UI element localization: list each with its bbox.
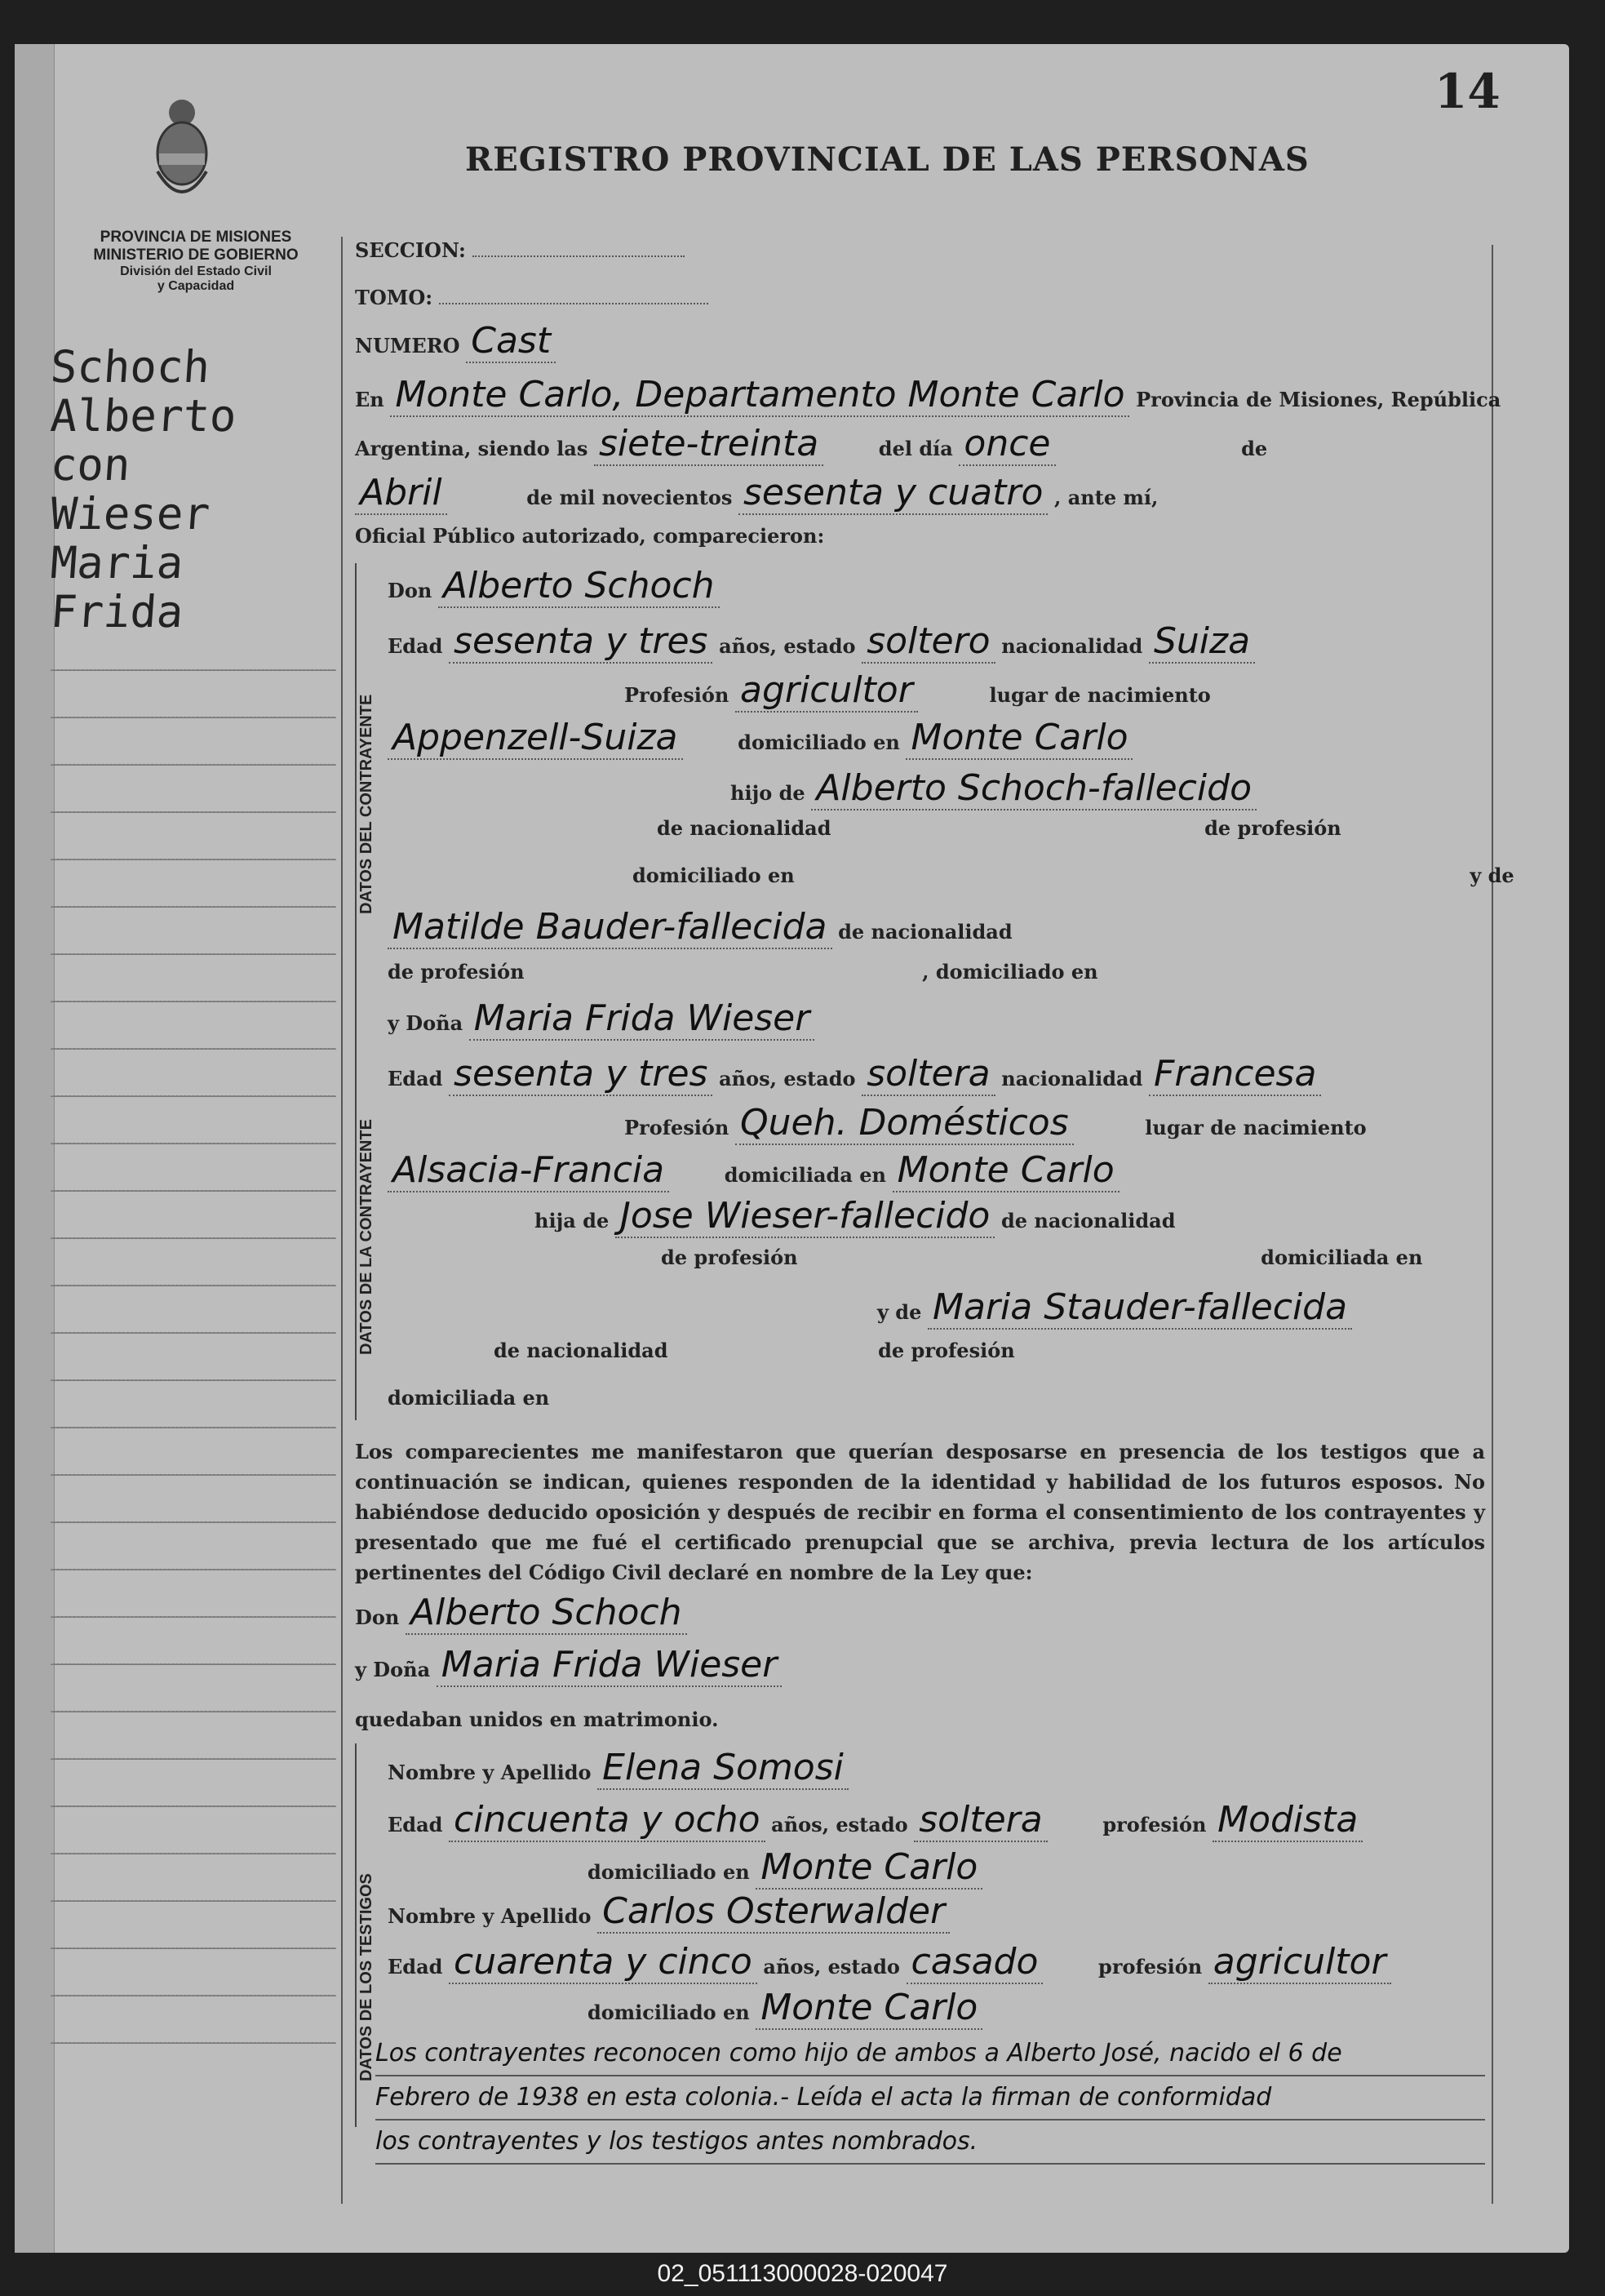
estado-value: soltera xyxy=(914,1799,1047,1842)
union-dona-row xyxy=(355,1644,782,1685)
ante-text: , ante mí, xyxy=(1054,486,1159,509)
contrayente-madre-prof-row xyxy=(388,960,1098,984)
edad-label: Edad xyxy=(388,1813,443,1836)
margin-annotation xyxy=(48,341,344,637)
domicilio-value: Monte Carlo xyxy=(756,1987,982,2030)
form-border-right xyxy=(1492,245,1493,2204)
form-border-left xyxy=(341,237,343,2204)
seccion-label: SECCION: xyxy=(355,238,466,262)
margin-name: Wieser xyxy=(48,488,212,540)
margin-name: con xyxy=(48,439,132,491)
tomo-label: TOMO: xyxy=(355,286,433,309)
dona-label: y Doña xyxy=(355,1658,431,1681)
profesion-label: Profesión xyxy=(624,1116,729,1139)
profesion-label: Profesión xyxy=(624,683,729,707)
contrayente-madre-nac-row xyxy=(388,1339,1015,1362)
contrayente-padre-row xyxy=(388,1195,1175,1237)
page-binding xyxy=(15,44,55,2253)
estado-value: casado xyxy=(907,1941,1044,1984)
edad-value: cuarenta y cinco xyxy=(449,1941,757,1984)
de-label: de xyxy=(1241,437,1268,460)
contrayente-padre-nac-row xyxy=(388,816,1341,840)
profesion-label: de profesión xyxy=(661,1246,798,1269)
y-de-label: y de xyxy=(877,1300,922,1324)
domiciliado-label: domiciliado en xyxy=(587,2001,750,2024)
edad-label: Edad xyxy=(388,1955,443,1978)
testigos-section-label: DATOS DE LOS TESTIGOS xyxy=(357,1873,375,2081)
nacionalidad-label: nacionalidad xyxy=(1001,1067,1143,1090)
domicilio-value: Monte Carlo xyxy=(756,1846,982,1890)
padre-value: Alberto Schoch-fallecido xyxy=(811,767,1257,810)
nombre-label: Nombre y Apellido xyxy=(388,1904,592,1928)
nacionalidad-value: Suiza xyxy=(1149,620,1255,664)
edad-label: Edad xyxy=(388,1067,443,1090)
estado-label: años, estado xyxy=(771,1813,908,1836)
domiciliada-label: domiciliada en xyxy=(388,1386,550,1410)
lugar-nacimiento-value: Alsacia-Francia xyxy=(388,1149,669,1192)
page-title: REGISTRO PROVINCIAL DE LAS PERSONAS xyxy=(465,140,1310,179)
testigo1-edad-row xyxy=(388,1799,1363,1841)
contrayente-lugar-row xyxy=(388,717,1133,758)
numero-value: Cast xyxy=(466,320,556,363)
seccion-row xyxy=(355,238,685,262)
domiciliada-label: domiciliada en xyxy=(724,1163,886,1187)
lugar-row xyxy=(355,374,1501,415)
estado-label: años, estado xyxy=(719,1067,856,1090)
anio-row xyxy=(355,472,1158,513)
domiciliado-label: domiciliado en xyxy=(632,864,795,887)
margin-name: Schoch xyxy=(48,341,212,393)
nacionalidad-label: de nacionalidad xyxy=(838,920,1013,944)
dia-value: once xyxy=(959,423,1055,466)
contrayente-profesion-row xyxy=(388,1102,1367,1144)
note-line: los contrayentes y los testigos antes nombrados. xyxy=(375,2121,1485,2165)
union-closing: quedaban unidos en matrimonio. xyxy=(355,1708,719,1731)
mes-value: Abril xyxy=(355,472,447,515)
contrayente-name-row xyxy=(388,997,814,1039)
contrayente-padre-dom-row xyxy=(388,864,1514,887)
coat-of-arms-icon xyxy=(151,90,213,212)
estado-value: soltero xyxy=(862,620,995,664)
del-dia-label: del día xyxy=(878,437,953,460)
domicilio-value: Monte Carlo xyxy=(906,717,1133,760)
contrayente-madre-row xyxy=(388,906,1013,948)
contrayente-padre-prof-row xyxy=(388,1246,1422,1269)
numero-label: NUMERO xyxy=(355,334,460,358)
argentina-text: Argentina, siendo las xyxy=(355,437,588,460)
nacionalidad-value: Francesa xyxy=(1149,1053,1321,1096)
nacionalidad-label: de nacionalidad xyxy=(657,816,831,840)
edad-value: cincuenta y ocho xyxy=(449,1799,765,1842)
profesion-value: agricultor xyxy=(1208,1941,1391,1984)
authority-line: MINISTERIO DE GOBIERNO xyxy=(93,246,299,264)
estado-label: años, estado xyxy=(719,634,856,658)
profesion-value: agricultor xyxy=(735,669,918,713)
domiciliado-label: , domiciliado en xyxy=(922,960,1098,984)
padre-value: Jose Wieser-fallecido xyxy=(615,1195,995,1238)
edad-value: sesenta y tres xyxy=(449,1053,712,1096)
oficial-text: Oficial Público autorizado, comparecieron: xyxy=(355,524,825,548)
don-label: Don xyxy=(388,579,432,602)
domiciliado-label: domiciliado en xyxy=(738,731,900,754)
hora-row xyxy=(355,423,1267,464)
lugar-nacimiento-label: lugar de nacimiento xyxy=(1145,1116,1367,1139)
profesion-label: de profesión xyxy=(1204,816,1341,840)
dona-label: y Doña xyxy=(388,1011,463,1035)
margin-name: Maria xyxy=(48,537,185,588)
handwritten-note xyxy=(375,2032,1485,2165)
contrayente-madre-dom-row xyxy=(388,1386,549,1410)
testigo1-name: Elena Somosi xyxy=(597,1747,849,1790)
anio-text: de mil novecientos xyxy=(526,486,733,509)
issuing-authority xyxy=(57,229,335,294)
contrayente-name-row xyxy=(388,565,720,606)
edad-value: sesenta y tres xyxy=(449,620,712,664)
numero-row xyxy=(355,320,556,362)
anio-value: sesenta y cuatro xyxy=(738,472,1048,515)
y-de-label: y de xyxy=(1470,864,1514,887)
testigo2-edad-row xyxy=(388,1941,1391,1983)
margin-ruled-lines xyxy=(51,669,336,2089)
margin-name: Alberto xyxy=(48,390,238,442)
testigo2-dom-row xyxy=(388,1987,982,2028)
estado-value: soltera xyxy=(862,1053,995,1096)
domiciliada-label: domiciliada en xyxy=(1261,1246,1423,1269)
contrayente-lugar-row xyxy=(388,1149,1120,1191)
profesion-value: Queh. Domésticos xyxy=(735,1102,1074,1145)
nacionalidad-label: de nacionalidad xyxy=(1000,1209,1176,1232)
contrayente-section-label: DATOS DEL CONTRAYENTE xyxy=(357,694,375,914)
hija-label: hija de xyxy=(534,1209,610,1232)
union-don-name: Alberto Schoch xyxy=(406,1592,687,1635)
declaration-text: Los comparecientes me manifestaron que querían desposarse en presencia de los testigos que a continuación se indican, quienes responden de la identidad y habilidad de los futuros esposos. No habiéndose deducido oposición y después de recibir en forma el consentimiento de los contrayentes y presentado que me fué el certificado prenupcial que se archiva, previa lectura de los artículos pertinentes del Código Civil declaré en nombre de la Ley que: xyxy=(355,1440,1485,1584)
testigo2-name-row xyxy=(388,1890,950,1932)
note-line: Febrero de 1938 en esta colonia.- Leída el acta la firman de conformidad xyxy=(375,2076,1485,2121)
nacionalidad-label: nacionalidad xyxy=(1001,634,1143,658)
authority-line: y Capacidad xyxy=(157,279,235,293)
contrayente-section-label: DATOS DE LA CONTRAYENTE xyxy=(357,1119,375,1355)
contrayente-madre-row xyxy=(388,1286,1352,1328)
union-dona-name: Maria Frida Wieser xyxy=(437,1644,783,1687)
contrayente-name: Maria Frida Wieser xyxy=(469,997,815,1041)
contrayente-padre-row xyxy=(388,767,1257,809)
contrayente-profesion-row xyxy=(388,669,1211,711)
page-number: 14 xyxy=(1434,64,1501,119)
estado-label: años, estado xyxy=(763,1955,900,1978)
domicilio-value: Monte Carlo xyxy=(893,1149,1120,1192)
union-closing-row xyxy=(355,1708,718,1731)
image-identifier: 02_051113000028-020047 xyxy=(657,2260,948,2287)
profesion-label: profesión xyxy=(1102,1813,1207,1836)
contrayente-edad-row xyxy=(388,1053,1321,1095)
lugar-value: Monte Carlo, Departamento Monte Carlo xyxy=(390,374,1129,417)
testigo1-name-row xyxy=(388,1747,849,1788)
madre-value: Maria Stauder-fallecida xyxy=(928,1286,1352,1330)
provincia-text: Provincia de Misiones, República xyxy=(1136,388,1501,411)
authority-line: PROVINCIA DE MISIONES xyxy=(100,229,292,246)
nacionalidad-label: de nacionalidad xyxy=(494,1339,668,1362)
authority-line: División del Estado Civil xyxy=(120,264,272,278)
testigo1-dom-row xyxy=(388,1846,982,1888)
hora-value: siete-treinta xyxy=(594,423,823,466)
profesion-label: de profesión xyxy=(388,960,525,984)
tomo-row xyxy=(355,286,708,309)
contrayente-edad-row xyxy=(388,620,1255,662)
en-label: En xyxy=(355,388,384,411)
domiciliado-label: domiciliado en xyxy=(587,1860,750,1884)
lugar-nacimiento-value: Appenzell-Suiza xyxy=(388,717,683,760)
margin-name: Frida xyxy=(48,586,185,637)
hijo-label: hijo de xyxy=(730,781,805,805)
union-don-row xyxy=(355,1592,687,1633)
don-label: Don xyxy=(355,1605,400,1629)
profesion-value: Modista xyxy=(1213,1799,1363,1842)
profesion-label: profesión xyxy=(1098,1955,1203,1978)
lugar-nacimiento-label: lugar de nacimiento xyxy=(989,683,1211,707)
nombre-label: Nombre y Apellido xyxy=(388,1761,592,1784)
edad-label: Edad xyxy=(388,634,443,658)
oficial-row xyxy=(355,524,824,548)
testigo2-name: Carlos Osterwalder xyxy=(597,1890,950,1934)
madre-value: Matilde Bauder-fallecida xyxy=(388,906,832,949)
profesion-label: de profesión xyxy=(878,1339,1015,1362)
contrayente-name: Alberto Schoch xyxy=(438,565,720,608)
note-line: Los contrayentes reconocen como hijo de ambos a Alberto José, nacido el 6 de xyxy=(375,2032,1485,2076)
